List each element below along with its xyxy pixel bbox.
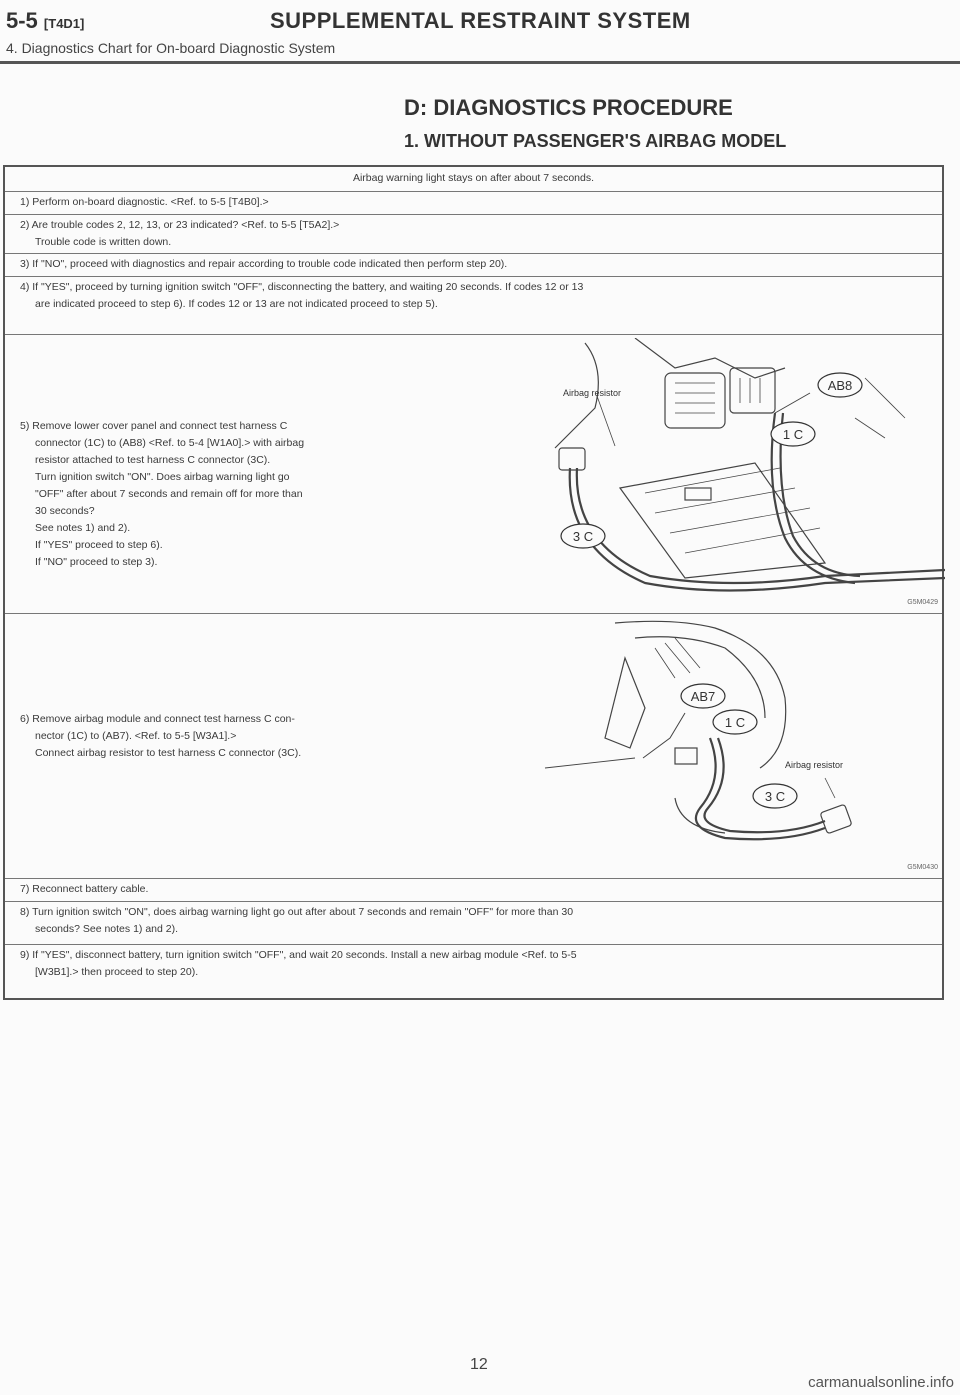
fig1-resistor-label: Airbag resistor xyxy=(563,388,622,398)
fig1-1c-callout xyxy=(771,422,815,446)
resistor-plug-2 xyxy=(820,804,852,834)
fig1-id: G5M0429 xyxy=(907,599,938,606)
step-3-row xyxy=(5,253,942,277)
fig1-3c-label: 3 C xyxy=(572,529,594,544)
procedure-table xyxy=(3,165,944,1000)
fig2-1c-label: 1 C xyxy=(724,715,746,730)
step-5-text-7: See notes 1) and 2). xyxy=(35,522,131,534)
section-subheading: 1. WITHOUT PASSENGER'S AIRBAG MODEL xyxy=(404,131,787,151)
section-heading: D: DIAGNOSTICS PROCEDURE xyxy=(404,95,733,120)
step-4-text-cont: are indicated proceed to step 6). If codes 12 or 13 are not indicated proceed to step 5). xyxy=(35,298,438,310)
step-8-text-cont: seconds? See notes 1) and 2). xyxy=(35,923,179,935)
step-6-text-2: nector (1C) to (AB7). <Ref. to 5-5 [W3A1].> xyxy=(35,730,237,742)
fig2-ab7-label: AB7 xyxy=(690,689,716,704)
step-2-row xyxy=(5,214,942,254)
column-outline xyxy=(605,658,645,748)
fig1-3c-callout xyxy=(561,524,605,548)
step-7-row xyxy=(5,878,942,902)
step-8-text: 8) Turn ignition switch "ON", does airbag warning light go out after about 7 seconds and remain "OFF" for more than 30 xyxy=(20,906,574,918)
fig2-3c-label: 3 C xyxy=(764,789,786,804)
page-title: SUPPLEMENTAL RESTRAINT SYSTEM xyxy=(270,8,691,33)
header-rule xyxy=(0,61,960,64)
floor-mat-outline xyxy=(620,463,825,578)
step-5-text-8: If "YES" proceed to step 6). xyxy=(35,539,163,551)
page-subtitle: 4. Diagnostics Chart for On-board Diagnostic System xyxy=(6,40,336,56)
harness-diagram-2 xyxy=(525,618,945,868)
harness-diagram-1 xyxy=(525,338,945,600)
step-7-text: 7) Reconnect battery cable. xyxy=(20,883,149,895)
step-5-text: 5) Remove lower cover panel and connect test harness C xyxy=(20,420,288,432)
step-6-row xyxy=(5,613,942,879)
connector-plug-2 xyxy=(675,748,697,764)
step-5-text-4: Turn ignition switch "ON". Does airbag warning light go xyxy=(35,471,290,483)
page-number: 12 xyxy=(470,1356,488,1373)
step-2-note: Trouble code is written down. xyxy=(35,236,172,248)
step-5-text-3: resistor attached to test harness C connector (3C). xyxy=(35,454,271,466)
step-3-text: 3) If "NO", proceed with diagnostics and repair according to trouble code indicated then perform step 20). xyxy=(20,258,508,270)
connector-plug xyxy=(685,488,711,500)
step-5-text-9: If "NO" proceed to step 3). xyxy=(35,556,158,568)
fig2-3c-callout xyxy=(753,784,797,808)
step-1-row xyxy=(5,191,942,215)
procedure-intro-row xyxy=(5,167,942,192)
fig1-ab8-label: AB8 xyxy=(827,378,853,393)
resistor-plug xyxy=(559,448,585,470)
step-9-row xyxy=(5,944,942,998)
fig1-1c-label: 1 C xyxy=(782,427,804,442)
step-4-row xyxy=(5,276,942,335)
watermark: carmanualsonline.info xyxy=(808,1374,954,1391)
fig1-ab8-callout xyxy=(818,373,862,397)
fig2-1c-callout xyxy=(713,710,757,734)
step-4-text: 4) If "YES", proceed by turning ignition switch "OFF", disconnecting the battery, and waiting 20 seconds. If codes 12 or 13 xyxy=(20,281,584,293)
fig2-ab7-callout xyxy=(681,684,725,708)
fig2-id: G5M0430 xyxy=(907,864,938,871)
step-8-row xyxy=(5,901,942,945)
section-code: 5-5 [T4D1] xyxy=(6,8,85,33)
step-5-text-2: connector (1C) to (AB8) <Ref. to 5-4 [W1A0].> with airbag xyxy=(35,437,305,449)
step-1-text: 1) Perform on-board diagnostic. <Ref. to 5-5 [T4B0].> xyxy=(20,196,269,208)
procedure-intro: Airbag warning light stays on after about 7 seconds. xyxy=(352,172,595,184)
step-6-text: 6) Remove airbag module and connect test harness C con- xyxy=(20,713,295,725)
connector-block xyxy=(665,373,725,428)
step-2-text: 2) Are trouble codes 2, 12, 13, or 23 indicated? <Ref. to 5-5 [T5A2].> xyxy=(20,219,340,231)
fig2-resistor-label: Airbag resistor xyxy=(785,760,844,770)
step-9-text-cont: [W3B1].> then proceed to step 20). xyxy=(35,966,199,978)
step-5-row xyxy=(5,334,942,614)
step-9-text: 9) If "YES", disconnect battery, turn ignition switch "OFF", and wait 20 seconds. Install a new airbag module <Ref. to 5-5 xyxy=(20,949,577,961)
step-6-text-3: Connect airbag resistor to test harness C connector (3C). xyxy=(35,747,302,759)
step-5-text-5: "OFF" after about 7 seconds and remain off for more than xyxy=(35,488,303,500)
step-5-text-6: 30 seconds? xyxy=(35,505,95,517)
